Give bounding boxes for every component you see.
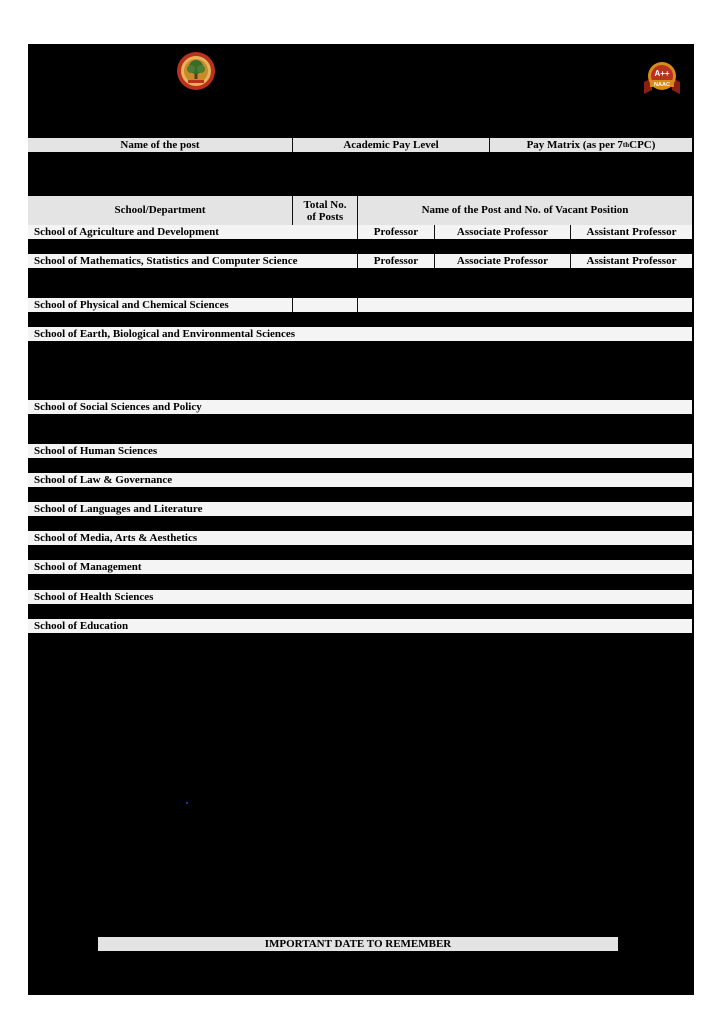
- school-name: School of Media, Arts & Aesthetics: [34, 531, 198, 544]
- school-name: School of Law & Governance: [34, 473, 173, 486]
- document-page: [28, 44, 694, 995]
- school-row: [28, 473, 692, 487]
- naac-badge-icon: [640, 60, 684, 96]
- post-assistant-professor: Assistant Professor: [586, 225, 677, 238]
- header-academic-pay-level: Academic Pay Level: [343, 138, 439, 151]
- school-name: School of Physical and Chemical Sciences: [34, 298, 229, 311]
- stray-mark: [186, 802, 188, 804]
- school-row: [28, 531, 692, 545]
- school-row: [28, 502, 692, 516]
- university-emblem-icon: [176, 51, 216, 91]
- school-row: [28, 444, 692, 458]
- post-professor: Professor: [373, 254, 419, 267]
- school-name: School of Human Sciences: [34, 444, 158, 457]
- post-professor: Professor: [373, 225, 419, 238]
- school-row: [28, 225, 692, 239]
- school-name: School of Health Sciences: [34, 590, 154, 603]
- header-school-department: School/Department: [114, 204, 206, 216]
- school-name: School of Languages and Literature: [34, 502, 203, 515]
- school-row: [28, 298, 692, 312]
- badge-grade: A++: [654, 69, 670, 78]
- school-row: [28, 254, 692, 268]
- school-name: School of Mathematics, Statistics and Computer Science: [34, 254, 298, 267]
- school-name: School of Earth, Biological and Environmental Sciences: [34, 327, 296, 340]
- school-name: School of Agriculture and Development: [34, 225, 219, 238]
- post-associate-professor: Associate Professor: [456, 254, 549, 267]
- vacancy-header-row: [28, 196, 692, 225]
- school-row: [28, 590, 692, 604]
- badge-label: NAAC: [654, 82, 670, 88]
- school-row: [28, 400, 692, 414]
- post-associate-professor: Associate Professor: [456, 225, 549, 238]
- pay-header-row: [28, 138, 692, 152]
- header-posts-vacant: Name of the Post and No. of Vacant Position: [421, 204, 629, 216]
- school-name: School of Social Sciences and Policy: [34, 400, 202, 413]
- post-assistant-professor: Assistant Professor: [586, 254, 677, 267]
- header-total-posts: Total No. of Posts: [303, 198, 347, 223]
- school-name: School of Management: [34, 560, 142, 573]
- important-dates-title: IMPORTANT DATE TO REMEMBER: [264, 937, 452, 950]
- school-row: [28, 560, 692, 574]
- important-dates-heading: [98, 937, 618, 951]
- header-pay-matrix: Pay Matrix (as per 7 th CPC): [526, 138, 656, 151]
- header-name-of-post: Name of the post: [120, 138, 200, 151]
- school-name: School of Education: [34, 619, 129, 632]
- school-row: [28, 327, 692, 341]
- school-row: [28, 619, 692, 633]
